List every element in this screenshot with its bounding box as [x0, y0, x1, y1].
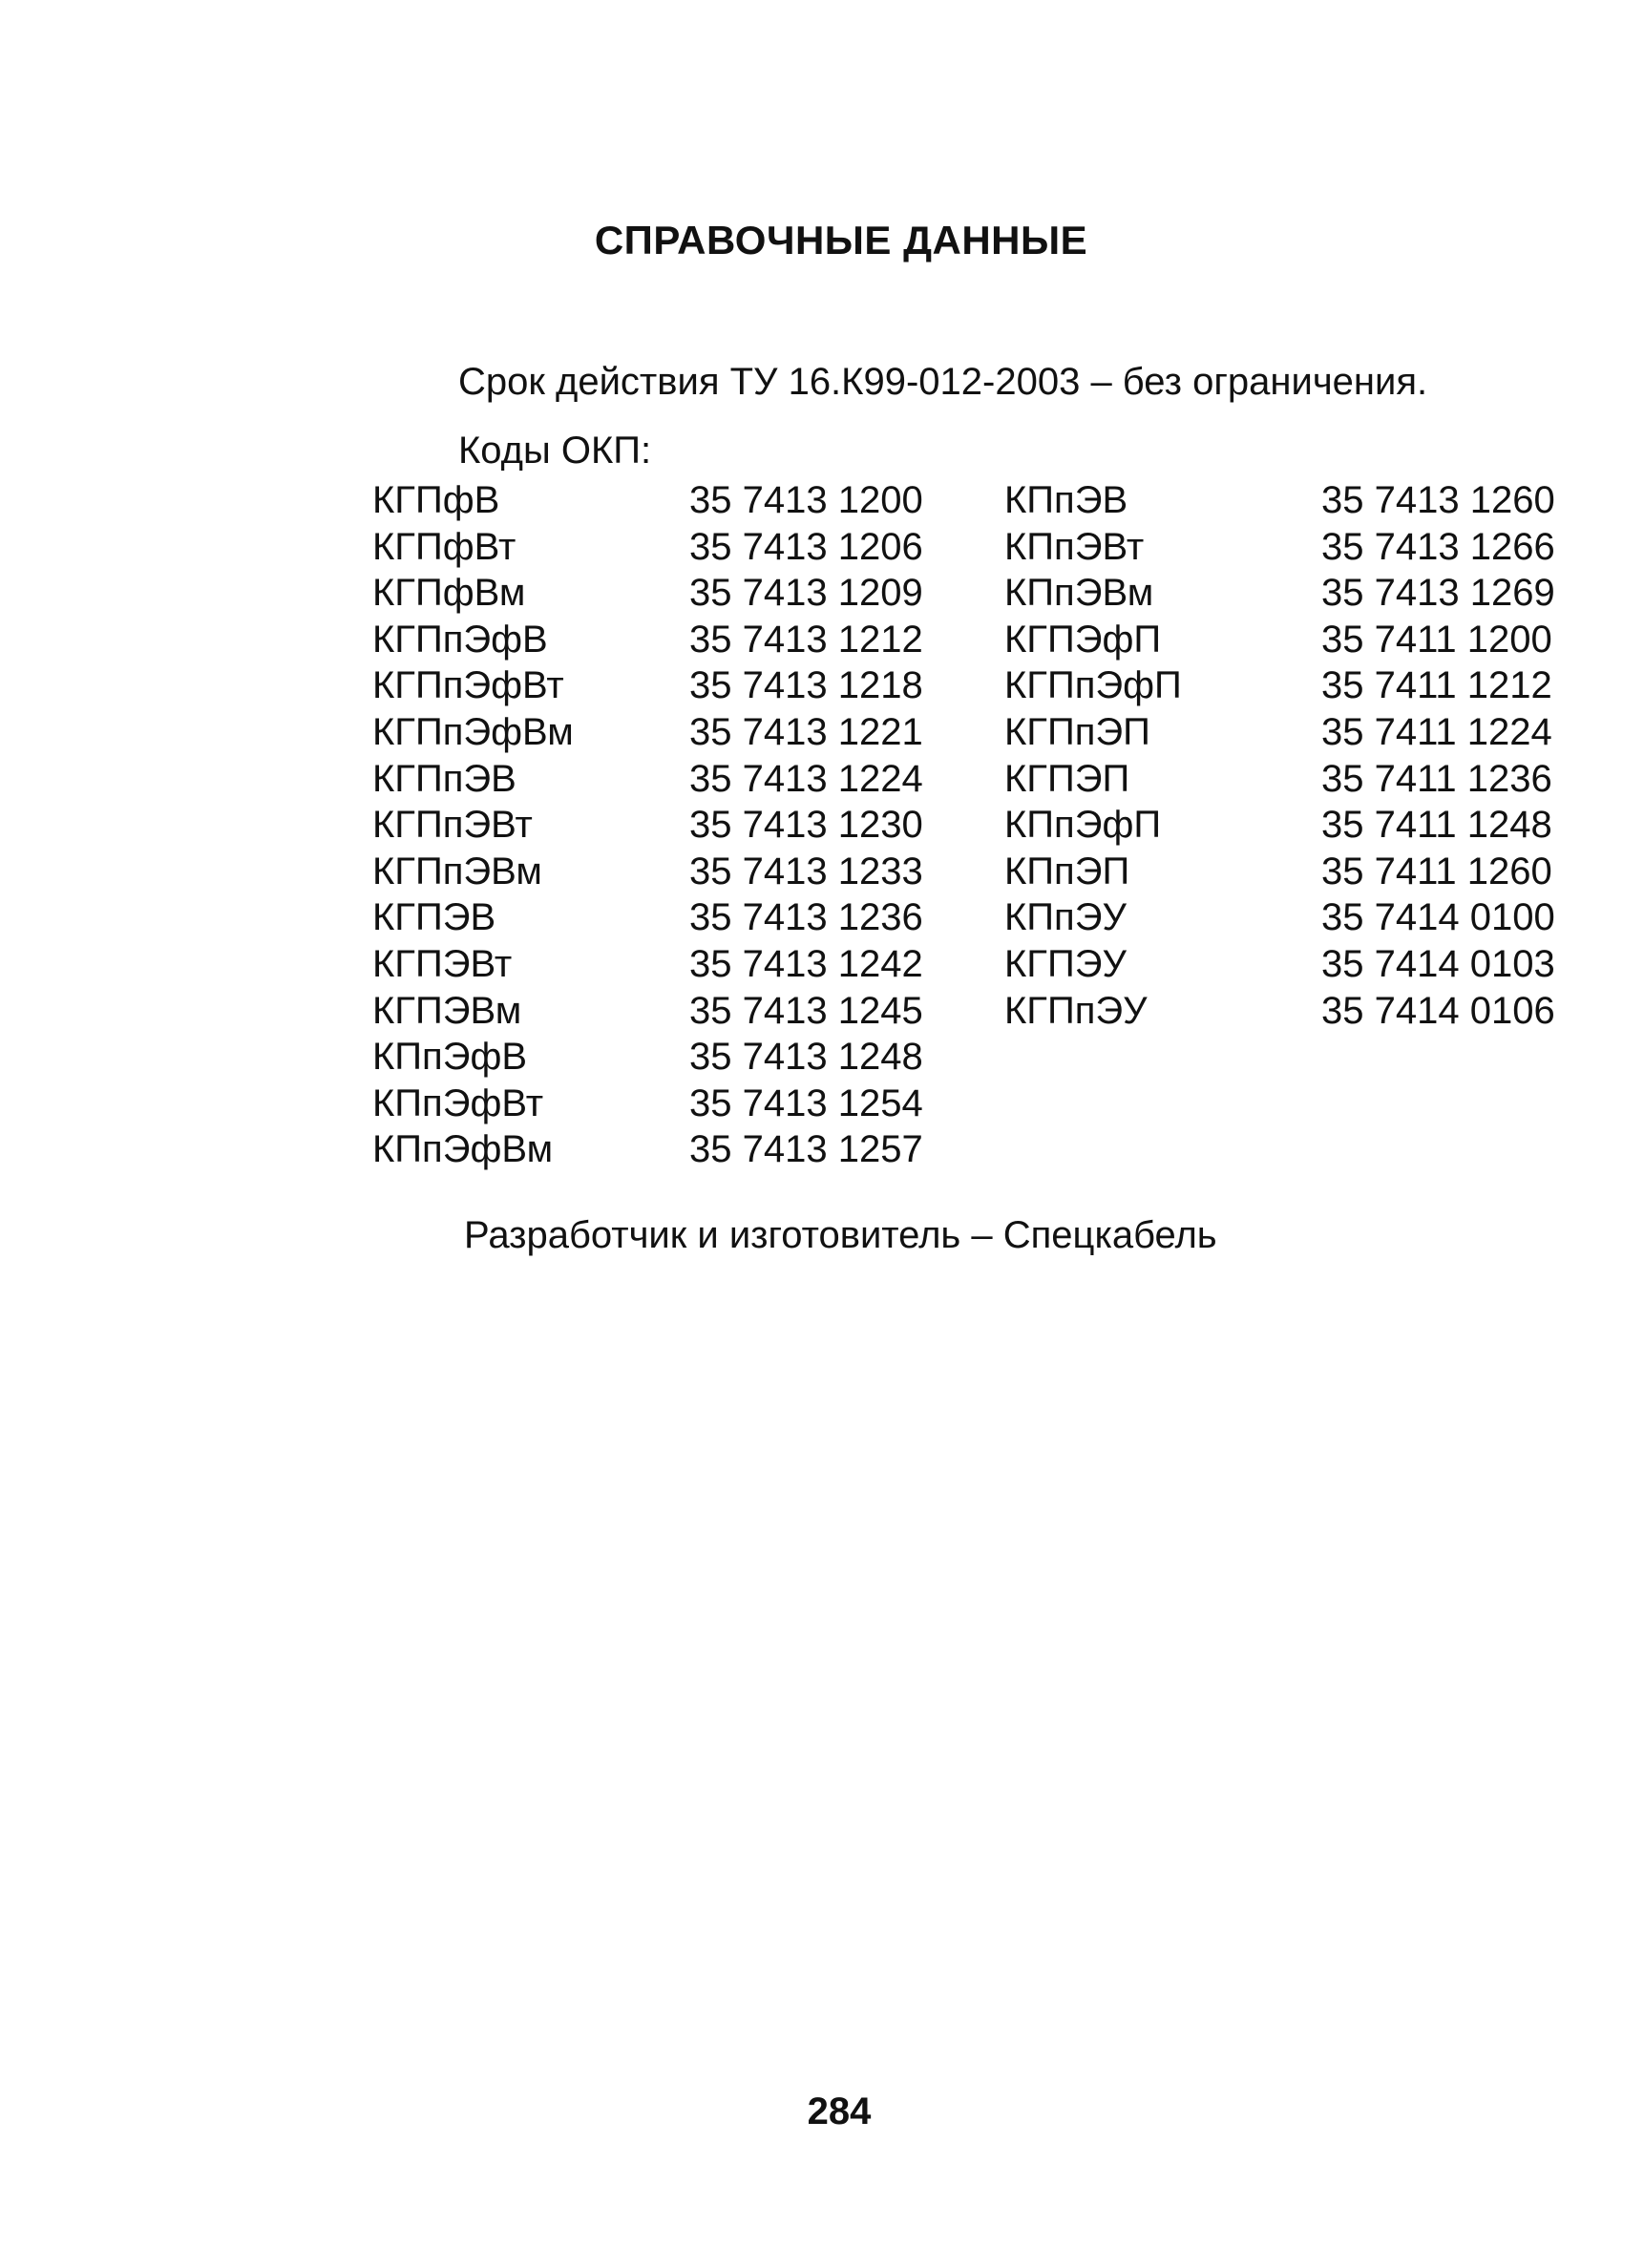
okp-code: 35 7413 1200	[689, 479, 923, 521]
cable-name: КГПЭП	[1004, 757, 1130, 800]
okp-code: 35 7414 0103	[1321, 942, 1555, 985]
cable-name: КГПфВ	[372, 479, 500, 521]
okp-code: 35 7411 1248	[1321, 804, 1552, 847]
okp-code: 35 7413 1221	[689, 710, 923, 753]
okp-code: 35 7413 1260	[1321, 479, 1555, 521]
okp-code: 35 7413 1257	[689, 1128, 923, 1171]
okp-code: 35 7411 1200	[1321, 618, 1552, 661]
cable-name: КПпЭП	[1004, 850, 1130, 892]
cable-name: КГПпЭфВ	[372, 618, 548, 661]
okp-code: 35 7413 1209	[689, 572, 923, 615]
cable-name: КГПпЭВ	[372, 757, 516, 800]
okp-code: 35 7414 0106	[1321, 989, 1555, 1032]
cable-name: КГПпЭП	[1004, 710, 1150, 753]
cable-name: КГПпЭВм	[372, 850, 542, 892]
cable-name: КГПпЭфВт	[372, 664, 564, 707]
cable-name: КГПЭУ	[1004, 942, 1127, 985]
okp-code: 35 7413 1245	[689, 989, 923, 1032]
cable-name: КГПпЭфП	[1004, 664, 1182, 707]
okp-code: 35 7413 1218	[689, 664, 923, 707]
cable-name: КГПфВт	[372, 525, 516, 568]
okp-code: 35 7411 1212	[1321, 664, 1552, 707]
cable-name: КГПпЭВт	[372, 804, 533, 847]
okp-code: 35 7413 1242	[689, 942, 923, 985]
cable-name: КПпЭВм	[1004, 572, 1154, 615]
cable-name: КГПЭВм	[372, 989, 522, 1032]
page-title: СПРАВОЧНЫЕ ДАННЫЕ	[594, 218, 1088, 262]
okp-code: 35 7411 1260	[1321, 850, 1552, 892]
cable-name: КПпЭВт	[1004, 525, 1145, 568]
codes-label: Коды ОКП:	[458, 430, 652, 472]
cable-name: КГПфВм	[372, 572, 526, 615]
okp-code: 35 7414 0100	[1321, 896, 1555, 939]
okp-code: 35 7413 1269	[1321, 572, 1555, 615]
cable-name: КГПЭВ	[372, 896, 496, 939]
cable-name: КПпЭУ	[1004, 896, 1127, 939]
cable-name: КПпЭфВт	[372, 1082, 544, 1124]
okp-code: 35 7413 1224	[689, 757, 923, 800]
okp-code: 35 7411 1236	[1321, 757, 1552, 800]
cable-name: КГПпЭУ	[1004, 989, 1148, 1032]
cable-name: КГПЭВт	[372, 942, 513, 985]
okp-code: 35 7413 1206	[689, 525, 923, 568]
okp-code: 35 7413 1233	[689, 850, 923, 892]
validity-statement: Срок действия ТУ 16.К99-012-2003 – без ограничения.	[458, 361, 1428, 403]
cable-name: КПпЭфП	[1004, 804, 1162, 847]
okp-code: 35 7413 1254	[689, 1082, 923, 1124]
cable-name: КПпЭфВ	[372, 1036, 528, 1079]
cable-name: КПпЭВ	[1004, 479, 1128, 521]
okp-code: 35 7413 1230	[689, 804, 923, 847]
okp-code: 35 7413 1236	[689, 896, 923, 939]
okp-code: 35 7413 1266	[1321, 525, 1555, 568]
okp-code: 35 7413 1212	[689, 618, 923, 661]
cable-name: КГПЭфП	[1004, 618, 1162, 661]
page-number: 284	[807, 2090, 872, 2132]
okp-code: 35 7413 1248	[689, 1036, 923, 1079]
cable-name: КГПпЭфВм	[372, 710, 574, 753]
cable-name: КПпЭфВм	[372, 1128, 554, 1171]
okp-code: 35 7411 1224	[1321, 710, 1552, 753]
developer-statement: Разработчик и изготовитель – Спецкабель	[464, 1214, 1217, 1256]
